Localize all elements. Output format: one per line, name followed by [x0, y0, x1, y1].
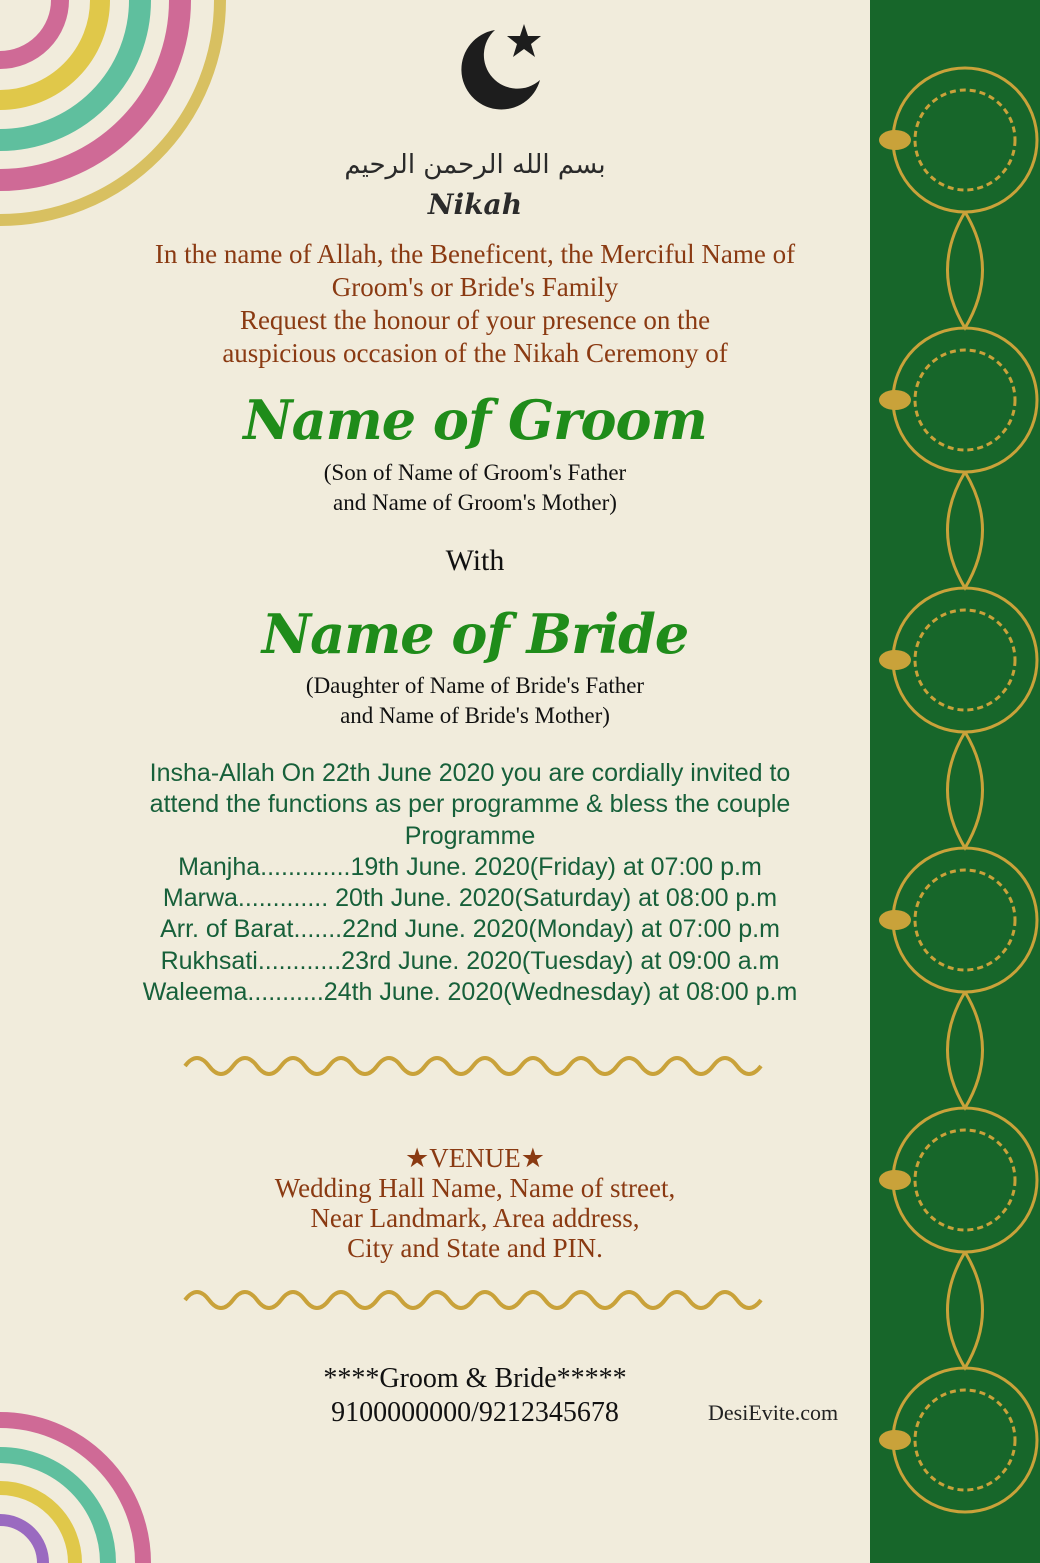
event-row: Rukhsati............23rd June. 2020(Tuesday) at 09:00 a.m	[160, 946, 780, 975]
gold-scroll-divider	[180, 1280, 776, 1320]
contact-section	[240, 1362, 710, 1430]
programme-section	[70, 758, 870, 1008]
green-ornamental-border	[870, 0, 1040, 1563]
invitation-intro	[80, 238, 870, 370]
groom-parents	[80, 458, 870, 518]
parent-line: (Daughter of Name of Bride's Father	[305, 673, 645, 698]
parent-line: and Name of Groom's Mother)	[333, 490, 617, 515]
gold-scroll-divider	[180, 1046, 776, 1086]
event-title: Nikah	[427, 188, 523, 221]
parent-line: and Name of Bride's Mother)	[340, 703, 610, 728]
venue-section	[80, 1143, 870, 1263]
contact-names: ****Groom & Bride*****	[323, 1363, 627, 1394]
venue-line: Near Landmark, Area address,	[310, 1203, 640, 1233]
mandala-bottom-left	[0, 1400, 160, 1563]
bride-parents	[80, 671, 870, 731]
with-label: With	[445, 544, 505, 577]
event-row: Marwa............. 20th June. 2020(Saturday) at 08:00 p.m	[162, 884, 778, 913]
event-row: Waleema...........24th June. 2020(Wednesday) at 08:00 p.m	[142, 978, 798, 1007]
event-row: Manjha.............19th June. 2020(Friday) at 07:00 p.m	[178, 852, 762, 881]
invite-line: attend the functions as per programme & bless the couple	[149, 790, 791, 819]
intro-line: Groom's or Bride's Family	[331, 272, 619, 302]
venue-heading: ★VENUE★	[405, 1143, 545, 1173]
bride-name: Name of Bride	[261, 602, 689, 666]
event-row: Arr. of Barat.......22nd June. 2020(Monday) at 07:00 p.m	[160, 915, 780, 944]
bismillah: بسم الله الرحمن الرحيم	[344, 150, 606, 180]
venue-line: City and State and PIN.	[347, 1233, 603, 1263]
gold-arabesque-pattern	[870, 0, 1040, 1563]
intro-line: In the name of Allah, the Beneficent, the Merciful Name of	[154, 239, 796, 269]
watermark: DesiEvite.com	[708, 1400, 839, 1425]
groom-name: Name of Groom	[243, 388, 707, 452]
invite-line: Insha-Allah On 22th June 2020 you are cordially invited to	[149, 759, 791, 787]
programme-heading: Programme	[404, 821, 536, 850]
venue-line: Wedding Hall Name, Name of street,	[274, 1173, 676, 1203]
parent-line: (Son of Name of Groom's Father	[323, 460, 627, 485]
crescent-star-icon	[440, 20, 550, 120]
intro-line: Request the honour of your presence on the	[239, 305, 711, 335]
intro-line: auspicious occasion of the Nikah Ceremony of	[222, 338, 728, 368]
contact-phones: 9100000000/9212345678	[331, 1397, 619, 1428]
